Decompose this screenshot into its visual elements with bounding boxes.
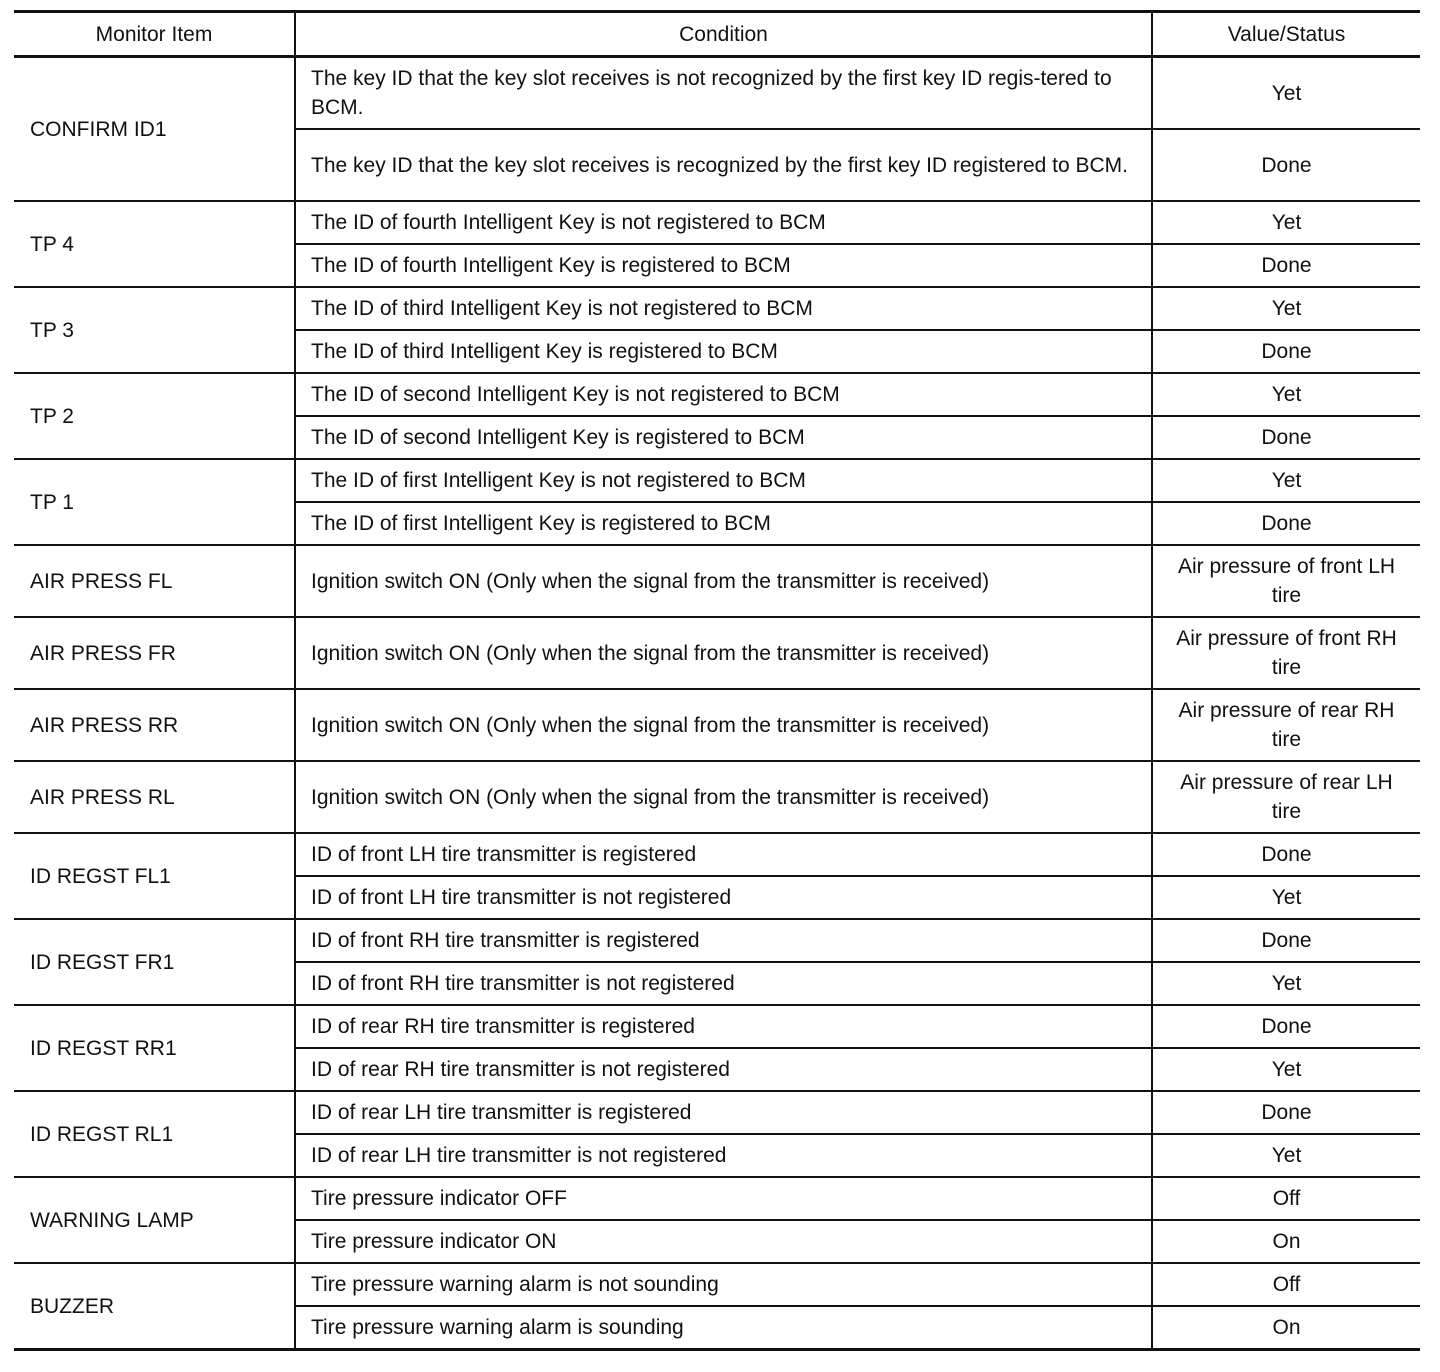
condition-cell: ID of front LH tire transmitter is not registered <box>295 876 1152 919</box>
value-status-cell: Done <box>1152 129 1420 201</box>
value-status-cell: Done <box>1152 1005 1420 1048</box>
monitor-item-cell: ID REGST FL1 <box>14 833 295 919</box>
table-row <box>14 689 1420 761</box>
value-status-cell: Done <box>1152 502 1420 545</box>
value-status-cell: Yet <box>1152 57 1420 130</box>
condition-cell: The ID of third Intelligent Key is registered to BCM <box>295 330 1152 373</box>
monitor-item-cell: AIR PRESS RL <box>14 761 295 833</box>
table-row <box>14 459 1420 502</box>
condition-cell: The ID of first Intelligent Key is not registered to BCM <box>295 459 1152 502</box>
monitor-item-cell: AIR PRESS FR <box>14 617 295 689</box>
condition-cell: The ID of second Intelligent Key is not registered to BCM <box>295 373 1152 416</box>
monitor-item-cell: TP 2 <box>14 373 295 459</box>
value-status-cell: Yet <box>1152 459 1420 502</box>
condition-cell: The ID of third Intelligent Key is not registered to BCM <box>295 287 1152 330</box>
monitor-item-cell: AIR PRESS FL <box>14 545 295 617</box>
value-status-cell: Done <box>1152 833 1420 876</box>
value-status-cell: Air pressure of rear RH tire <box>1152 689 1420 761</box>
value-status-cell: Done <box>1152 330 1420 373</box>
condition-cell: Tire pressure warning alarm is sounding <box>295 1306 1152 1350</box>
table-header <box>14 12 1420 57</box>
value-status-cell: Done <box>1152 1091 1420 1134</box>
table-row <box>14 761 1420 833</box>
value-status-cell: Air pressure of front RH tire <box>1152 617 1420 689</box>
header-value-status: Value/Status <box>1152 12 1420 57</box>
monitor-item-cell: CONFIRM ID1 <box>14 57 295 202</box>
condition-cell: The ID of second Intelligent Key is registered to BCM <box>295 416 1152 459</box>
monitor-item-table <box>14 10 1420 1351</box>
header-row <box>14 12 1420 57</box>
table-row <box>14 373 1420 416</box>
monitor-item-cell: TP 4 <box>14 201 295 287</box>
table-row <box>14 1177 1420 1220</box>
table-row <box>14 57 1420 130</box>
condition-cell: Ignition switch ON (Only when the signal from the transmitter is received) <box>295 689 1152 761</box>
value-status-cell: On <box>1152 1306 1420 1350</box>
monitor-item-cell: WARNING LAMP <box>14 1177 295 1263</box>
value-status-cell: Done <box>1152 919 1420 962</box>
value-status-cell: Off <box>1152 1177 1420 1220</box>
condition-cell: Tire pressure indicator OFF <box>295 1177 1152 1220</box>
condition-cell: Tire pressure indicator ON <box>295 1220 1152 1263</box>
value-status-cell: Done <box>1152 244 1420 287</box>
condition-cell: The ID of fourth Intelligent Key is registered to BCM <box>295 244 1152 287</box>
condition-cell: The ID of first Intelligent Key is registered to BCM <box>295 502 1152 545</box>
condition-cell: The ID of fourth Intelligent Key is not registered to BCM <box>295 201 1152 244</box>
condition-cell: The key ID that the key slot receives is recognized by the first key ID registered to BCM. <box>295 129 1152 201</box>
table-row <box>14 201 1420 244</box>
condition-cell: ID of rear LH tire transmitter is not registered <box>295 1134 1152 1177</box>
condition-cell: Tire pressure warning alarm is not sounding <box>295 1263 1152 1306</box>
value-status-cell: Air pressure of front LH tire <box>1152 545 1420 617</box>
header-condition: Condition <box>295 12 1152 57</box>
value-status-cell: Yet <box>1152 201 1420 244</box>
condition-cell: ID of rear RH tire transmitter is not registered <box>295 1048 1152 1091</box>
value-status-cell: Air pressure of rear LH tire <box>1152 761 1420 833</box>
table-row <box>14 545 1420 617</box>
monitor-item-cell: TP 3 <box>14 287 295 373</box>
table-body <box>14 57 1420 1350</box>
monitor-item-cell: ID REGST RR1 <box>14 1005 295 1091</box>
condition-cell: ID of front RH tire transmitter is not registered <box>295 962 1152 1005</box>
monitor-item-cell: ID REGST FR1 <box>14 919 295 1005</box>
condition-cell: ID of rear LH tire transmitter is registered <box>295 1091 1152 1134</box>
monitor-item-cell: AIR PRESS RR <box>14 689 295 761</box>
condition-cell: ID of front RH tire transmitter is registered <box>295 919 1152 962</box>
table-row <box>14 833 1420 876</box>
value-status-cell: Yet <box>1152 1048 1420 1091</box>
value-status-cell: Off <box>1152 1263 1420 1306</box>
value-status-cell: Done <box>1152 416 1420 459</box>
condition-cell: Ignition switch ON (Only when the signal from the transmitter is received) <box>295 617 1152 689</box>
value-status-cell: Yet <box>1152 962 1420 1005</box>
table-row <box>14 1005 1420 1048</box>
condition-cell: Ignition switch ON (Only when the signal from the transmitter is received) <box>295 761 1152 833</box>
header-monitor-item: Monitor Item <box>14 12 295 57</box>
table-row <box>14 1263 1420 1306</box>
monitor-item-cell: BUZZER <box>14 1263 295 1350</box>
table-row <box>14 919 1420 962</box>
value-status-cell: On <box>1152 1220 1420 1263</box>
condition-cell: Ignition switch ON (Only when the signal from the transmitter is received) <box>295 545 1152 617</box>
condition-cell: The key ID that the key slot receives is not recognized by the first key ID regis-tered to BCM. <box>295 57 1152 130</box>
value-status-cell: Yet <box>1152 373 1420 416</box>
table-row <box>14 287 1420 330</box>
monitor-item-cell: ID REGST RL1 <box>14 1091 295 1177</box>
value-status-cell: Yet <box>1152 1134 1420 1177</box>
condition-cell: ID of rear RH tire transmitter is registered <box>295 1005 1152 1048</box>
monitor-item-cell: TP 1 <box>14 459 295 545</box>
value-status-cell: Yet <box>1152 876 1420 919</box>
table-row <box>14 617 1420 689</box>
table-row <box>14 1091 1420 1134</box>
condition-cell: ID of front LH tire transmitter is registered <box>295 833 1152 876</box>
value-status-cell: Yet <box>1152 287 1420 330</box>
